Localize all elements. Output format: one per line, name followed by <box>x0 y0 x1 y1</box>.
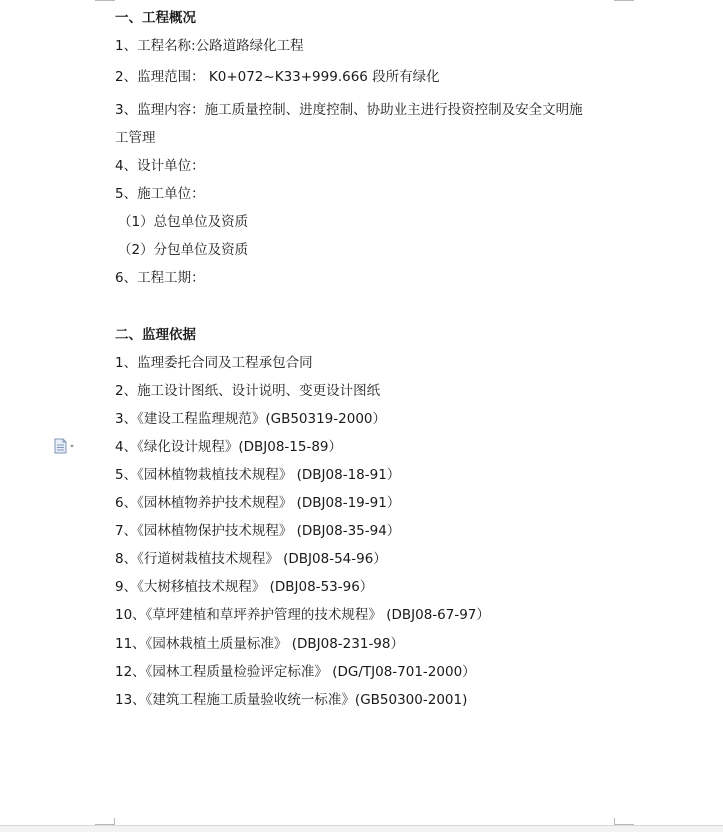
paragraph: 4、设计单位： <box>115 158 205 174</box>
list-item: 6、《园林植物养护技术规程》 (DBJ08-19-91） <box>115 495 401 511</box>
list-item: 11、《园林栽植土质量标准》 (DBJ08-231-98） <box>115 636 404 652</box>
list-item: 4、《绿化设计规程》(DBJ08-15-89） <box>115 439 343 455</box>
paragraph: 6、工程工期： <box>115 270 205 286</box>
section-heading: 一、工程概况 <box>115 10 196 26</box>
list-item: 5、《园林植物栽植技术规程》 (DBJ08-18-91） <box>115 467 401 483</box>
paragraph: 工管理 <box>115 130 156 146</box>
list-item: 8、《行道树栽植技术规程》 (DBJ08-54-96） <box>115 551 387 567</box>
list-item: 13、《建筑工程施工质量验收统一标准》(GB50300-2001) <box>115 692 468 708</box>
paragraph: 2、监理范围： K0+072~K33+999.666 段所有绿化 <box>115 69 440 85</box>
corner-mark <box>614 0 634 1</box>
list-item: 2、施工设计图纸、设计说明、变更设计图纸 <box>115 383 381 399</box>
list-item: 3、《建设工程监理规范》(GB50319-2000） <box>115 411 387 427</box>
list-item: 1、监理委托合同及工程承包合同 <box>115 355 313 371</box>
corner-mark <box>95 0 115 1</box>
paragraph: 3、监理内容：施工质量控制、进度控制、协助业主进行投资控制及安全文明施 <box>115 102 583 118</box>
paragraph: 1、工程名称:公路道路绿化工程 <box>115 38 304 54</box>
paragraph: （2）分包单位及资质 <box>118 242 249 258</box>
corner-mark <box>614 824 634 825</box>
document-icon[interactable] <box>54 438 76 454</box>
paragraph: 5、施工单位： <box>115 186 205 202</box>
list-item: 12、《园林工程质量检验评定标准》 (DG/TJ08-701-2000） <box>115 664 476 680</box>
corner-mark <box>614 818 615 824</box>
list-item: 10、《草坪建植和草坪养护管理的技术规程》 (DBJ08-67-97） <box>115 607 490 623</box>
list-item: 7、《园林植物保护技术规程》 (DBJ08-35-94） <box>115 523 401 539</box>
list-item: 9、《大树移植技术规程》 (DBJ08-53-96） <box>115 579 374 595</box>
section-heading: 二、监理依据 <box>115 327 196 343</box>
paragraph: （1）总包单位及资质 <box>118 214 249 230</box>
corner-mark <box>95 824 115 825</box>
corner-mark <box>114 818 115 824</box>
